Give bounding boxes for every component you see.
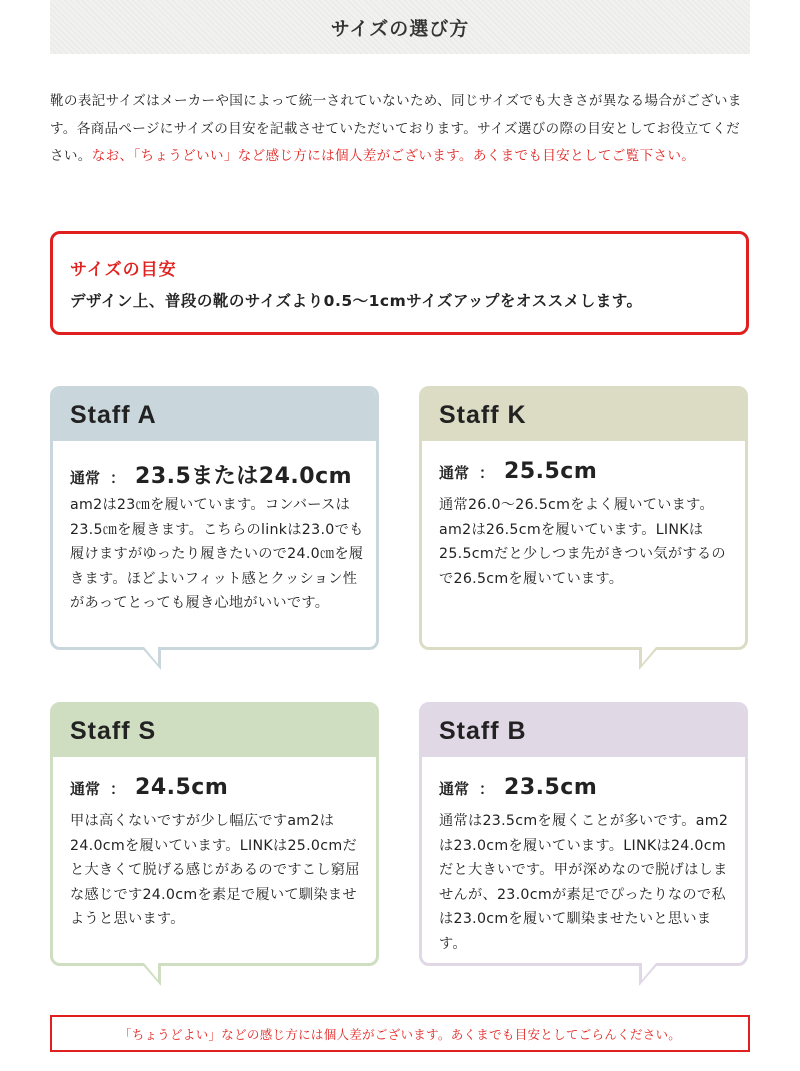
- usual-label: 通常: [439, 464, 470, 482]
- section-title: サイズの選び方: [330, 17, 470, 40]
- staff-card-k: [419, 386, 748, 650]
- speech-tail-inner: [144, 963, 158, 980]
- colon: ：: [110, 469, 126, 487]
- intro-text: 靴の表記サイズはメーカーや国によって統一されていないため、同じサイズでも大きさが異なる場合がございます。各商品ページにサイズの目安を記載させていただいております。サイズ選びの際の目安としてお役立てください。: [50, 93, 742, 164]
- usual-size: 23.5cm: [504, 775, 598, 800]
- staff-name: Staff K: [439, 401, 527, 429]
- usual-size: 25.5cm: [504, 459, 598, 484]
- intro-paragraph: [50, 88, 750, 171]
- colon: ：: [479, 464, 495, 482]
- staff-name: Staff S: [70, 717, 157, 745]
- colon: ：: [110, 780, 126, 798]
- intro-note: なお、「ちょうどいい」など感じ方には個人差がございます。あくまでも目安としてご覧下さい。: [91, 148, 696, 164]
- staff-card-a: [50, 386, 379, 650]
- usual-label: 通常: [439, 780, 470, 798]
- usual-size: 23.5または24.0cm: [135, 464, 353, 489]
- usual-size: 24.5cm: [135, 775, 229, 800]
- staff-card-header: [53, 389, 376, 441]
- size-guide-box: [50, 231, 749, 335]
- usual-label: 通常: [70, 780, 101, 798]
- speech-tail-inner: [642, 963, 656, 980]
- size-guide-text: デザイン上、普段の靴のサイズより0.5～1cmサイズアップをオススメします。: [70, 292, 643, 310]
- staff-comment: 通常は23.5cmを履くことが多いです。am2は23.0cmを履いています。LINKは24.0cmだと大きいです。甲が深めなので脱げはしませんが、23.0cmが素足でぴったりなので私は23.0cmを履いて馴染ませたいと思います。: [439, 813, 729, 952]
- colon: ：: [479, 780, 495, 798]
- usual-size-row: [70, 775, 228, 800]
- speech-tail-inner: [642, 647, 656, 664]
- usual-size-row: [439, 775, 597, 800]
- staff-comment: am2は23㎝を履いています。コンバースは23.5㎝を履きます。こちらのlinkは23.0でも履けますがゆったり履きたいので24.0㎝を履きます。ほどよいフィット感とクッション性があってとっても履き心地がいいです。: [70, 497, 364, 611]
- staff-card-header: [422, 705, 745, 757]
- staff-name: Staff A: [70, 401, 157, 429]
- footer-note: 「ちょうどよい」などの感じ方には個人差がございます。あくまでも目安としてごらんください。: [118, 1026, 682, 1042]
- usual-size-row: [439, 459, 597, 484]
- staff-name: Staff B: [439, 717, 527, 745]
- staff-card-header: [422, 389, 745, 441]
- staff-comment: 甲は高くないですが少し幅広ですam2は24.0cmを履いています。LINKは25.0cmだと大きくて脱げる感じがあるのですこし窮屈な感じです24.0cmを素足で履いて馴染ませようと思います。: [70, 813, 360, 927]
- speech-tail-inner: [144, 647, 158, 664]
- footer-note-box: [50, 1015, 750, 1052]
- size-guide-title: サイズの目安: [70, 260, 177, 280]
- staff-card-s: [50, 702, 379, 966]
- staff-card-header: [53, 705, 376, 757]
- usual-label: 通常: [70, 469, 101, 487]
- staff-comment: 通常26.0～26.5cmをよく履いています。am2は26.5cmを履いています。LINKは25.5cmだと少しつま先がきつい気がするので26.5cmを履いています。: [439, 497, 726, 587]
- staff-card-b: [419, 702, 748, 966]
- section-header: [50, 0, 750, 54]
- usual-size-row: [70, 459, 352, 490]
